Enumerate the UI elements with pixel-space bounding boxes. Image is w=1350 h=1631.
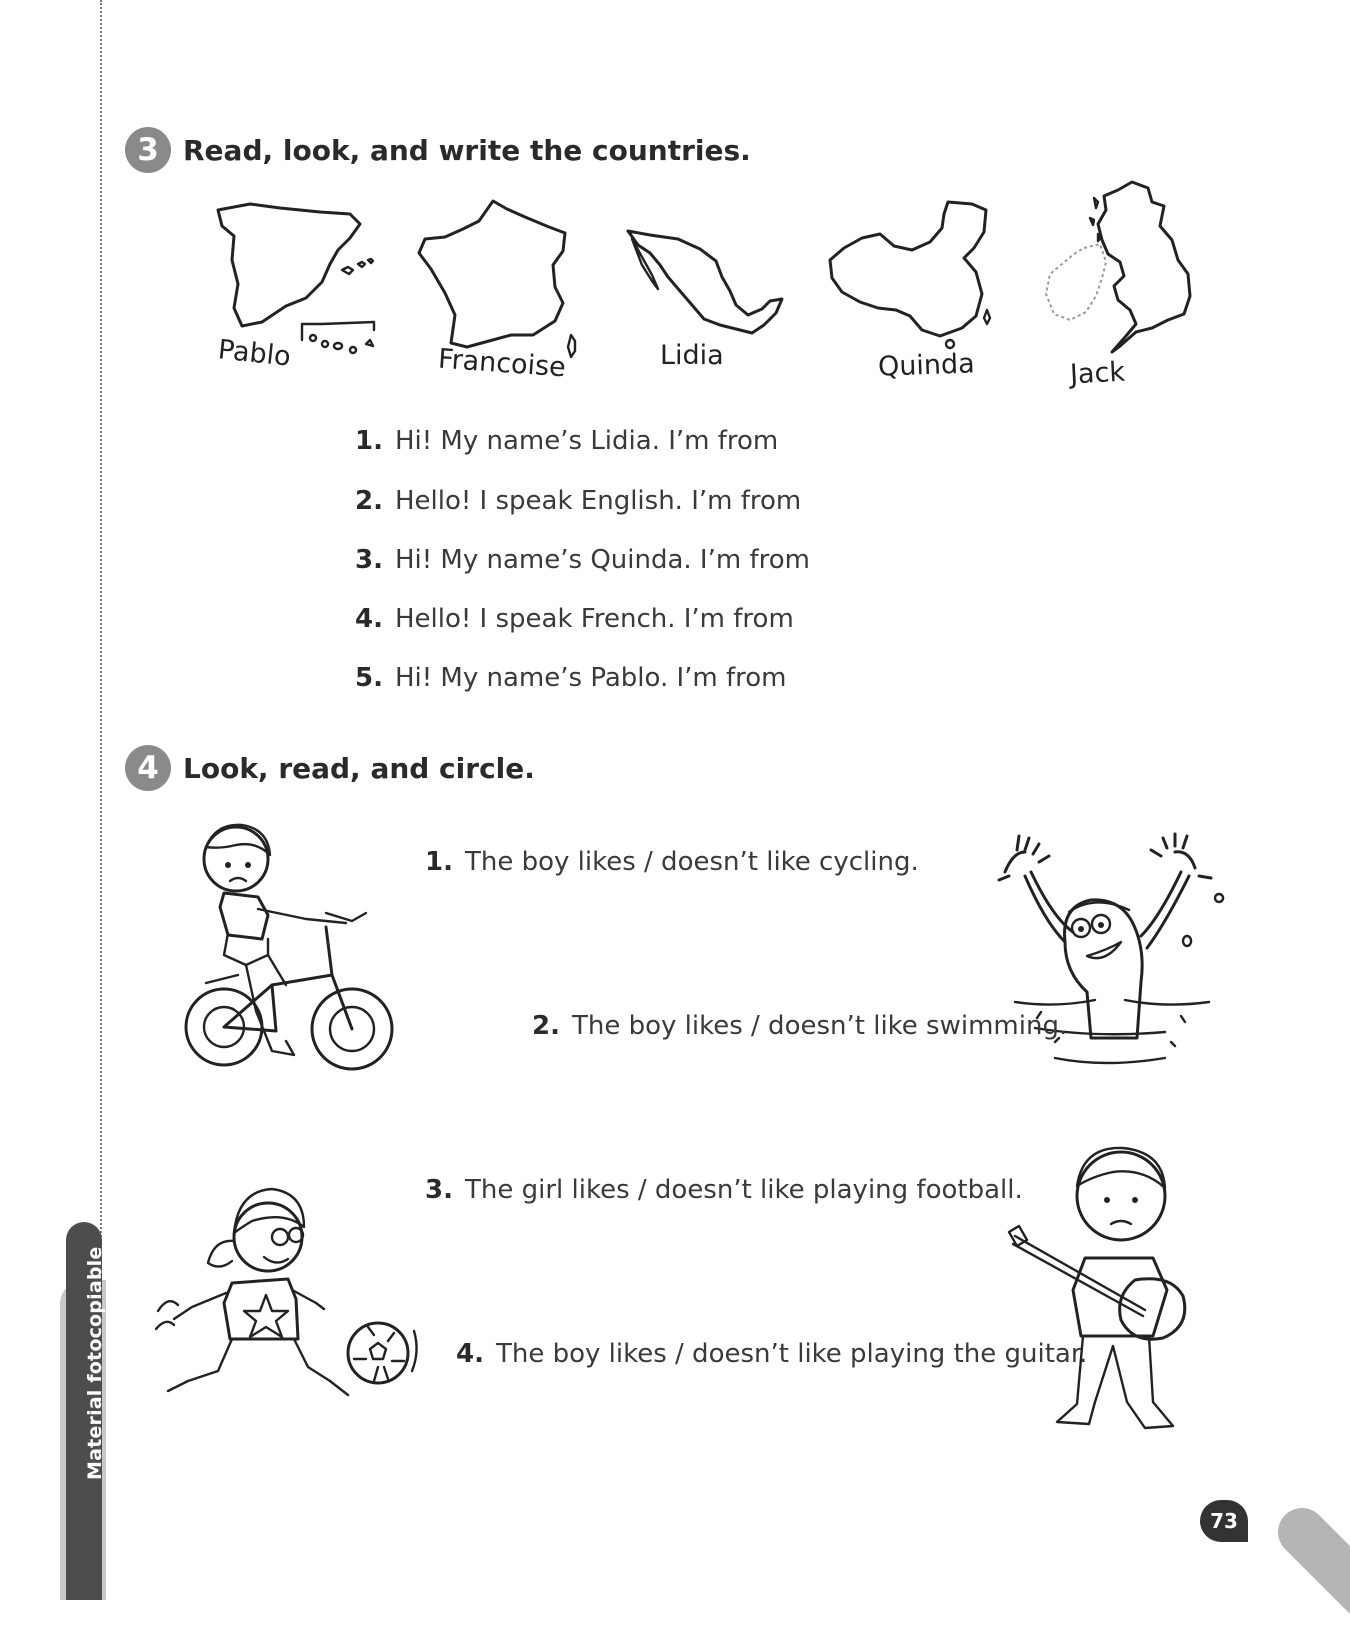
ex4-sentence-number: 3. [425,1175,453,1205]
spain-map-icon [210,198,380,338]
map-label-francoise: Francoise [437,343,567,384]
uk-map-icon [1040,178,1200,358]
ex3-sentence-1 [355,426,778,456]
ex3-sentence-text: Hi! My name’s Quinda. I’m from [394,545,810,575]
page-number: 73 [1200,1500,1248,1542]
ex4-sentence-1 [425,847,919,877]
map-label-lidia: Lidia [660,340,724,371]
ex4-sentence-number: 4. [456,1339,484,1369]
ex4-sentence-3 [425,1175,1023,1205]
ex4-sentence-number: 2. [532,1011,560,1041]
ex4-sentence-2 [532,1011,1067,1041]
ex3-sentence-number: 4. [355,604,383,634]
exercise-4-title: Look, read, and circle. [183,751,535,785]
exercise-3-heading [125,127,751,173]
ex3-sentence-text: Hello! I speak French. I’m from [394,604,794,634]
ex4-sentence-text: The girl likes / doesn’t like playing football. [464,1175,1023,1205]
mexico-map-icon [624,225,789,345]
page-number-tab [1268,1498,1350,1631]
ex3-sentence-number: 5. [355,663,383,693]
map-label-jack: Jack [1069,356,1126,391]
girl-football-icon [148,1175,423,1420]
exercise-3-number: 3 [125,127,171,173]
france-map-icon [415,195,580,355]
ex3-sentence-3 [355,545,810,575]
map-label-quinda: Quinda [877,348,976,383]
side-tab-label: Material fotocopiable [84,1246,106,1480]
map-label-pablo: Pablo [216,334,293,373]
exercise-3-title: Read, look, and write the countries. [183,133,751,167]
boy-swimming-icon [995,832,1230,1080]
ex3-sentence-number: 1. [355,426,383,456]
ex3-sentence-5 [355,663,787,693]
china-map-icon [826,198,996,348]
ex4-sentence-text: The boy likes / doesn’t like swimming. [571,1011,1068,1041]
ex3-sentence-2 [355,486,801,516]
exercise-4-number: 4 [125,745,171,791]
ex4-sentence-4 [456,1339,1087,1369]
ex3-sentence-text: Hello! I speak English. I’m from [394,486,802,516]
ex3-sentence-text: Hi! My name’s Lidia. I’m from [394,426,779,456]
ex3-sentence-number: 2. [355,486,383,516]
ex4-sentence-text: The boy likes / doesn’t like cycling. [464,847,919,877]
ex4-sentence-text: The boy likes / doesn’t like playing the guitar. [495,1339,1088,1369]
ex4-sentence-number: 1. [425,847,453,877]
ex3-sentence-number: 3. [355,545,383,575]
ex3-sentence-text: Hi! My name’s Pablo. I’m from [394,663,787,693]
boy-cycling-icon [176,815,408,1083]
ex3-sentence-4 [355,604,794,634]
exercise-4-heading [125,745,535,791]
boy-guitar-icon [1003,1140,1198,1445]
